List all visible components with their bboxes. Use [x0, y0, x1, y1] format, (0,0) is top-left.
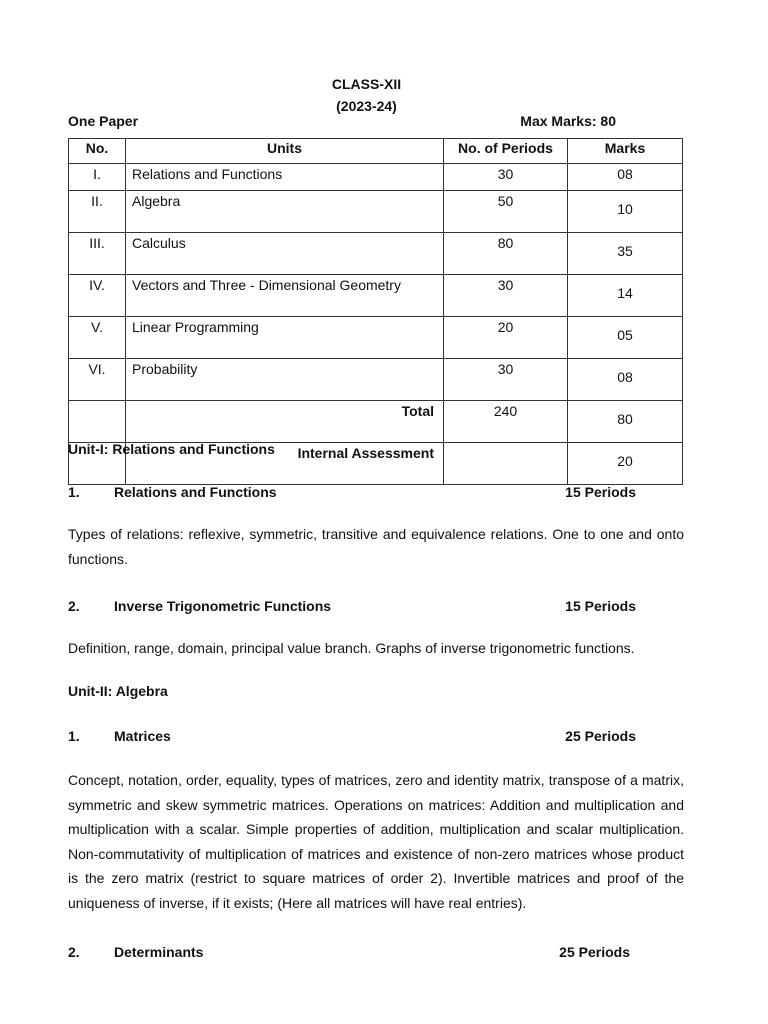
topic-periods: 25 Periods [565, 728, 636, 744]
max-marks: Max Marks: 80 [520, 113, 616, 129]
row-unit: Relations and Functions [126, 164, 444, 191]
row-marks: 14 [568, 275, 683, 317]
unit2-heading: Unit-II: Algebra [68, 683, 168, 699]
col-header-marks: Marks [568, 139, 683, 164]
row-marks: 35 [568, 233, 683, 275]
paper-label: One Paper [68, 113, 139, 129]
row-no: V. [69, 317, 126, 359]
row-no: VI. [69, 359, 126, 401]
row-marks: 08 [568, 164, 683, 191]
table-row [69, 317, 683, 359]
row-unit: Calculus [126, 233, 444, 275]
topic-periods: 15 Periods [565, 484, 636, 500]
unit1-heading: Unit-I: Relations and Functions [68, 441, 275, 457]
table-row [69, 233, 683, 275]
row-marks: 08 [568, 359, 683, 401]
table-row [69, 359, 683, 401]
academic-year: (2023-24) [336, 98, 397, 114]
topic-name: Inverse Trigonometric Functions [114, 598, 332, 614]
topic-name: Relations and Functions [114, 484, 277, 500]
topic-number: 2. [68, 598, 80, 614]
total-periods: 240 [444, 401, 568, 443]
row-periods: 30 [444, 275, 568, 317]
col-header-units: Units [126, 139, 444, 164]
class-title: CLASS-XII [331, 76, 402, 92]
table-row [69, 191, 683, 233]
row-unit: Algebra [126, 191, 444, 233]
row-marks: 05 [568, 317, 683, 359]
row-unit: Linear Programming [126, 317, 444, 359]
row-unit: Probability [126, 359, 444, 401]
total-label: Total [126, 401, 444, 443]
total-marks: 80 [568, 401, 683, 443]
units-table [68, 138, 683, 485]
internal-assessment-periods [444, 443, 568, 485]
total-row [69, 401, 683, 443]
table-row [69, 164, 683, 191]
topic-name: Matrices [114, 728, 171, 744]
topic-number: 1. [68, 484, 80, 500]
row-periods: 20 [444, 317, 568, 359]
row-unit: Vectors and Three - Dimensional Geometry [126, 275, 444, 317]
topic-description: Definition, range, domain, principal value branch. Graphs of inverse trigonometric functions. [68, 640, 635, 656]
topic-number: 2. [68, 944, 80, 960]
row-periods: 30 [444, 359, 568, 401]
row-no: III. [69, 233, 126, 275]
col-header-no: No. [69, 139, 126, 164]
row-no: IV. [69, 275, 126, 317]
topic-description: Types of relations: reflexive, symmetric, transitive and equivalence relations. One to one and onto functions. [68, 526, 684, 567]
topic-name: Determinants [114, 944, 204, 960]
topic-description: Concept, notation, order, equality, types of matrices, zero and identity matrix, transpose of a matrix, symmetric and skew symmetric matrices. Operations on matrices: Addition and multiplication and multiplication with a scalar. Simple properties of addition, multiplication and scalar multiplication. Non-commutativity of multiplication of matrices and existence of non-zero matrices whose product is the zero matrix (restrict to square matrices of order 2). Invertible matrices and proof of the uniqueness of inverse, if it exists; (Here all matrices will have real entries). [68, 772, 684, 911]
row-periods: 80 [444, 233, 568, 275]
table-header-row [69, 139, 683, 164]
topic-periods: 25 Periods [559, 944, 630, 960]
table-row [69, 275, 683, 317]
row-periods: 50 [444, 191, 568, 233]
row-periods: 30 [444, 164, 568, 191]
topic-number: 1. [68, 728, 80, 744]
row-no: I. [69, 164, 126, 191]
row-marks: 10 [568, 191, 683, 233]
row-no: II. [69, 191, 126, 233]
internal-assessment-marks: 20 [568, 443, 683, 485]
internal-assessment-label: Internal Assessment [126, 443, 444, 485]
col-header-periods: No. of Periods [444, 139, 568, 164]
empty-cell [69, 401, 126, 443]
topic-periods: 15 Periods [565, 598, 636, 614]
